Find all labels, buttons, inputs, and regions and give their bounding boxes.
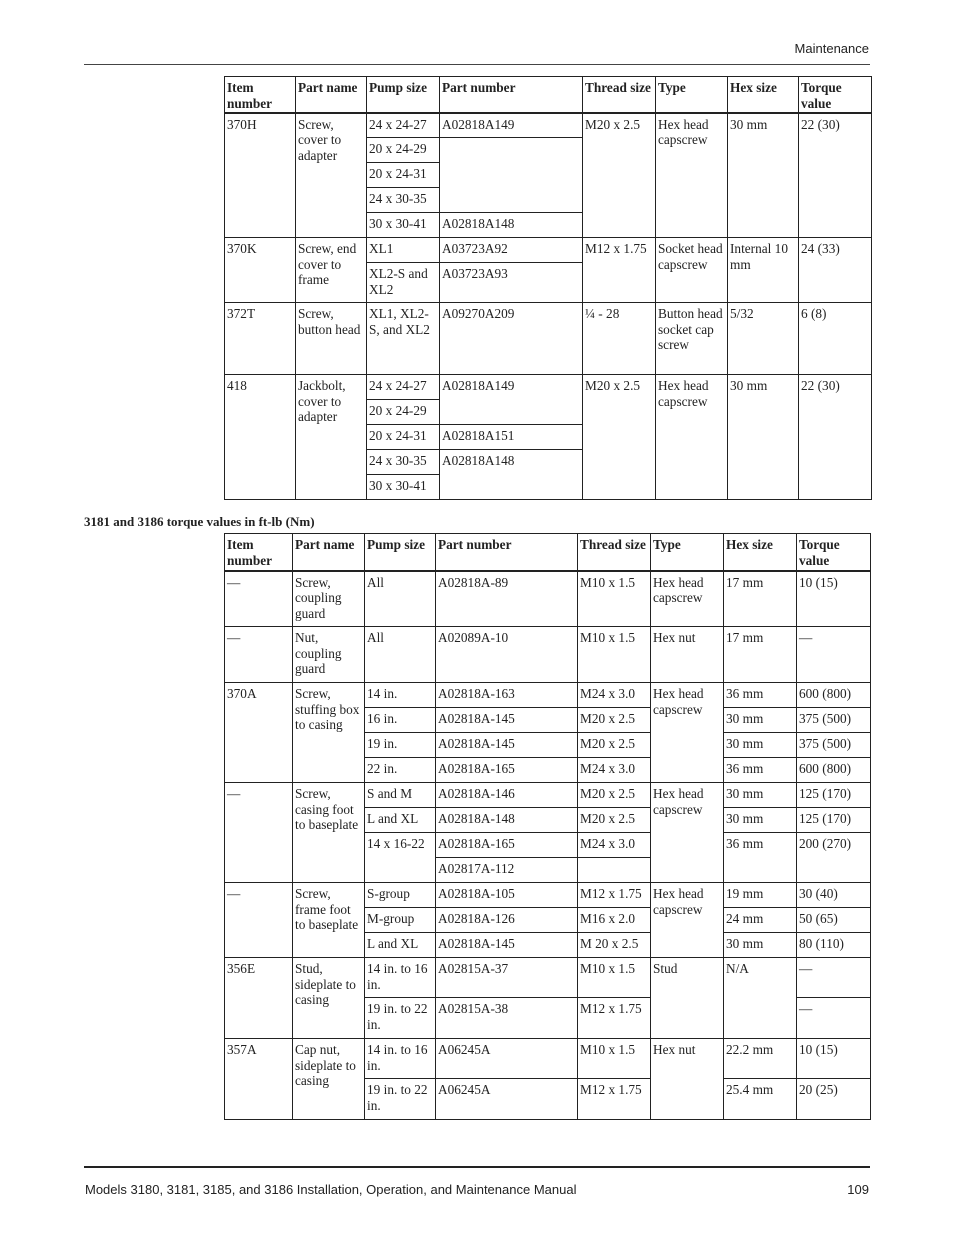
table-row [225,683,871,708]
hex-size: 30 mm [724,783,797,808]
torque-value: 20 (25) [797,1079,871,1120]
torque-value: 80 (110) [797,933,871,958]
torque-value: 375 (500) [797,708,871,733]
pump-size: 14 in. [365,683,436,708]
thread-size: M24 x 3.0 [578,758,651,783]
hex-size: 25.4 mm [724,1079,797,1120]
torque-value: 200 (270) [797,833,871,883]
fastener-type: Hex head capscrew [656,113,728,238]
thread-size: M10 x 1.5 [578,1039,651,1079]
hex-size: 17 mm [724,571,797,627]
torque-value: 10 (15) [797,1039,871,1079]
part-number: A09270A209 [440,303,583,375]
hex-size: 24 mm [724,908,797,933]
fastener-type: Hex head capscrew [651,883,724,958]
hex-size: 19 mm [724,883,797,908]
part-name: Nut, coupling guard [293,627,365,683]
table-row [225,627,871,683]
part-number: A02818A-165 [436,758,578,783]
fastener-type: Hex head capscrew [651,571,724,627]
item-number: 372T [225,303,296,375]
pump-size: S and M [365,783,436,808]
col-header-pump-size: Pump size [365,534,436,571]
torque-value: 50 (65) [797,908,871,933]
hex-size: Internal 10 mm [728,238,799,303]
thread-size: M10 x 1.5 [578,571,651,627]
pump-size: 19 in. [365,733,436,758]
part-number: A02818A-105 [436,883,578,908]
part-number: A02818A-89 [436,571,578,627]
table-row [225,375,872,400]
part-number: A02817A-112 [436,858,578,883]
col-header-part-name: Part name [296,77,367,113]
part-name: Screw, end cover to frame [296,238,367,303]
part-name: Screw, stuffing box to casing [293,683,365,783]
pump-size: 20 x 24-29 [367,138,440,163]
part-number [440,138,583,213]
item-number: — [225,883,293,958]
part-number: A03723A92 [440,238,583,263]
part-name: Screw, coupling guard [293,571,365,627]
part-number: A06245A [436,1079,578,1120]
thread-size: M10 x 1.5 [578,627,651,683]
hex-size: 30 mm [724,933,797,958]
part-number: A02818A-163 [436,683,578,708]
part-name: Screw, frame foot to baseplate [293,883,365,958]
part-number: A02818A148 [440,213,583,238]
footer-title: Models 3180, 3181, 3185, and 3186 Installation, Operation, and Maintenance Manual [85,1182,577,1197]
thread-size: M16 x 2.0 [578,908,651,933]
thread-size: M20 x 2.5 [583,113,656,238]
col-header-pump-size: Pump size [367,77,440,113]
pump-size: M-group [365,908,436,933]
part-number: A02089A-10 [436,627,578,683]
thread-size [578,858,651,883]
table-row [225,571,871,627]
pump-size: 19 in. to 22 in. [365,998,436,1039]
part-number: A02818A151 [440,425,583,450]
col-header-type: Type [656,77,728,113]
table-row [225,1039,871,1079]
thread-size: M 20 x 2.5 [578,933,651,958]
part-number: A02818A-145 [436,708,578,733]
hex-size: 22.2 mm [724,1039,797,1079]
part-number: A02818A-145 [436,733,578,758]
hex-size: 36 mm [724,683,797,708]
thread-size: M12 x 1.75 [583,238,656,303]
hex-size: 30 mm [724,733,797,758]
torque-value: — [797,627,871,683]
table-row [225,238,872,263]
torque-table-1 [224,76,872,500]
item-number: 370K [225,238,296,303]
item-number: — [225,627,293,683]
pump-size: All [365,627,436,683]
thread-size: M24 x 3.0 [578,833,651,858]
torque-value: 600 (800) [797,683,871,708]
hex-size: 30 mm [728,113,799,238]
col-header-part-name: Part name [293,534,365,571]
col-header-part-number: Part number [436,534,578,571]
thread-size: M12 x 1.75 [578,998,651,1039]
fastener-type: Stud [651,958,724,1039]
pump-size: 20 x 24-31 [367,163,440,188]
part-name: Jackbolt, cover to adapter [296,375,367,500]
hex-size: N/A [724,958,797,1039]
pump-size: L and XL [365,933,436,958]
pump-size: S-group [365,883,436,908]
col-header-torque-value: Torque value [799,77,872,113]
hex-size: 30 mm [728,375,799,500]
thread-size: M24 x 3.0 [578,683,651,708]
part-name: Cap nut, sideplate to casing [293,1039,365,1120]
torque-value: 600 (800) [797,758,871,783]
pump-size: 16 in. [365,708,436,733]
thread-size: M20 x 2.5 [583,375,656,500]
hex-size: 30 mm [724,808,797,833]
item-number: 418 [225,375,296,500]
table-row [225,958,871,998]
fastener-type: Hex nut [651,627,724,683]
pump-size: 24 x 30-35 [367,450,440,475]
pump-size: 22 in. [365,758,436,783]
part-number: A06245A [436,1039,578,1079]
item-number: — [225,783,293,883]
pump-size: XL1, XL2-S, and XL2 [367,303,440,375]
pump-size: 20 x 24-29 [367,400,440,425]
hex-size: 30 mm [724,708,797,733]
thread-size: M20 x 2.5 [578,708,651,733]
thread-size: ¼ - 28 [583,303,656,375]
pump-size: XL2-S and XL2 [367,263,440,303]
pump-size: 30 x 30-41 [367,475,440,500]
torque-value: — [797,998,871,1039]
col-header-thread-size: Thread size [578,534,651,571]
pump-size: All [365,571,436,627]
item-number: 357A [225,1039,293,1120]
pump-size: 19 in. to 22 in. [365,1079,436,1120]
table-row [225,783,871,808]
pump-size: 24 x 30-35 [367,188,440,213]
part-number: A02818A-165 [436,833,578,858]
pump-size: 24 x 24-27 [367,113,440,138]
thread-size: M12 x 1.75 [578,883,651,908]
col-header-hex-size: Hex size [724,534,797,571]
part-name: Screw, cover to adapter [296,113,367,238]
part-number: A02818A-146 [436,783,578,808]
thread-size: M20 x 2.5 [578,783,651,808]
col-header-item-number: Item number [225,77,296,113]
fastener-type: Socket head capscrew [656,238,728,303]
item-number: 370H [225,113,296,238]
header-rule [84,64,870,65]
thread-size: M10 x 1.5 [578,958,651,998]
col-header-part-number: Part number [440,77,583,113]
hex-size: 17 mm [724,627,797,683]
fastener-type: Hex head capscrew [651,683,724,783]
pump-size: 24 x 24-27 [367,375,440,400]
pump-size: 20 x 24-31 [367,425,440,450]
torque-value: 22 (30) [799,113,872,238]
pump-size: XL1 [367,238,440,263]
torque-value: 24 (33) [799,238,872,303]
col-header-type: Type [651,534,724,571]
pump-size: 14 x 16-22 [365,833,436,883]
torque-table-2 [224,533,871,1120]
pump-size: 14 in. to 16 in. [365,958,436,998]
hex-size: 36 mm [724,833,797,883]
table-caption: 3181 and 3186 torque values in ft-lb (Nm) [84,514,315,529]
col-header-thread-size: Thread size [583,77,656,113]
torque-value: 125 (170) [797,783,871,808]
part-number: A02818A-148 [436,808,578,833]
part-number: A02818A149 [440,375,583,425]
pump-size: L and XL [365,808,436,833]
col-header-torque-value: Torque value [797,534,871,571]
col-header-item-number: Item number [225,534,293,571]
part-name: Stud, sideplate to casing [293,958,365,1039]
hex-size: 5/32 [728,303,799,375]
part-name: Screw, casing foot to baseplate [293,783,365,883]
torque-value: 375 (500) [797,733,871,758]
table-row [225,113,872,138]
part-number: A02815A-38 [436,998,578,1039]
part-number: A02815A-37 [436,958,578,998]
fastener-type: Hex nut [651,1039,724,1120]
part-name: Screw, button head [296,303,367,375]
torque-value: 125 (170) [797,808,871,833]
torque-value: 6 (8) [799,303,872,375]
table-row [225,303,872,375]
thread-size: M12 x 1.75 [578,1079,651,1120]
torque-value: — [797,958,871,998]
torque-value: 10 (15) [797,571,871,627]
item-number: — [225,571,293,627]
col-header-hex-size: Hex size [728,77,799,113]
item-number: 356E [225,958,293,1039]
running-header: Maintenance [794,41,869,56]
page-number: 109 [847,1182,869,1197]
thread-size: M20 x 2.5 [578,808,651,833]
thread-size: M20 x 2.5 [578,733,651,758]
torque-value: 22 (30) [799,375,872,500]
part-number: A02818A149 [440,113,583,138]
torque-value: 30 (40) [797,883,871,908]
item-number: 370A [225,683,293,783]
part-number: A02818A-145 [436,933,578,958]
footer-rule [84,1166,870,1168]
part-number: A03723A93 [440,263,583,303]
pump-size: 14 in. to 16 in. [365,1039,436,1079]
table-row [225,883,871,908]
part-number: A02818A-126 [436,908,578,933]
fastener-type: Button head socket cap screw [656,303,728,375]
fastener-type: Hex head capscrew [656,375,728,500]
pump-size: 30 x 30-41 [367,213,440,238]
part-number: A02818A148 [440,450,583,500]
fastener-type: Hex head capscrew [651,783,724,883]
hex-size: 36 mm [724,758,797,783]
